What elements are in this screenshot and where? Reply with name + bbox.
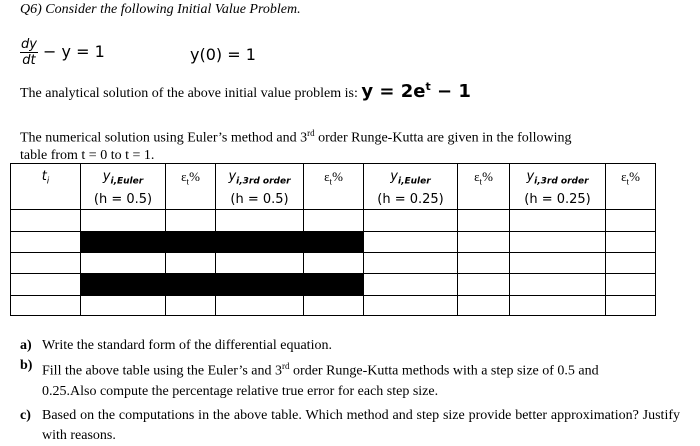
- table-cell: [11, 273, 81, 295]
- header-err-2-eps: ε: [324, 169, 330, 184]
- header-err-2: [304, 164, 364, 210]
- table-cell: [458, 252, 510, 273]
- derivative-numerator: dy: [21, 37, 37, 52]
- header-rk3-h05-label: [216, 164, 303, 209]
- table-cell: [81, 209, 166, 231]
- table-cell: [304, 252, 364, 273]
- header-rk3-h025-main: y: [526, 169, 535, 184]
- table-cell: [304, 295, 364, 315]
- table-intro-line-1: [20, 125, 572, 147]
- table-row-redacted: [11, 231, 656, 252]
- header-err-2-sub: t: [329, 176, 333, 187]
- header-rk3-h025-step: (h = 0.25): [524, 191, 591, 207]
- header-err-1-label: [166, 164, 215, 191]
- table-cell: [510, 295, 606, 315]
- header-err-2-pct: %: [332, 169, 343, 184]
- table-cell: [458, 209, 510, 231]
- table-cell: [364, 295, 458, 315]
- task-a-label: a): [20, 338, 32, 353]
- table-cell: [166, 295, 216, 315]
- table-intro-sup: rd: [307, 128, 315, 138]
- analytical-solution: [361, 81, 471, 102]
- header-euler-h05-sub: i,Euler: [110, 176, 144, 187]
- header-err-4-pct: %: [629, 169, 640, 184]
- analytical-text: The analytical solution of the above initial value problem is:: [20, 86, 362, 101]
- derivative-denominator: dt: [22, 53, 36, 68]
- table-cell: [510, 231, 606, 252]
- table-cell: [304, 209, 364, 231]
- task-list: [20, 336, 680, 446]
- redacted-cell: [304, 231, 364, 252]
- analytical-tail: − 1: [430, 81, 471, 102]
- table-intro-text-b: order Runge-Kutta are given in the following: [314, 130, 572, 146]
- table-cell: [11, 252, 81, 273]
- header-euler-h05-main: y: [102, 169, 111, 184]
- header-err-3: [458, 164, 510, 210]
- task-b-sup: rd: [282, 361, 290, 371]
- header-err-1-sub: t: [186, 176, 190, 187]
- table-cell: [216, 295, 304, 315]
- table-cell: [11, 231, 81, 252]
- header-err-1: [166, 164, 216, 210]
- table-cell: [510, 273, 606, 295]
- task-b-text-a: Fill the above table using the Euler’s and 3: [42, 363, 283, 379]
- ode-rest: − y = 1: [43, 42, 105, 61]
- header-err-3-label: [458, 164, 509, 191]
- table-intro-line-2: table from t = 0 to t = 1.: [20, 147, 155, 163]
- table-cell: [458, 273, 510, 295]
- table-cell: [11, 209, 81, 231]
- table-intro: [20, 125, 572, 164]
- header-rk3-h025-label: [510, 164, 605, 209]
- table-cell: [216, 252, 304, 273]
- question-heading: Q6) Consider the following Initial Value Problem.: [20, 2, 301, 17]
- task-a: [20, 336, 680, 356]
- header-err-3-pct: %: [482, 169, 493, 184]
- redacted-cell: [81, 273, 166, 295]
- table-cell: [166, 252, 216, 273]
- header-err-3-sub: t: [479, 176, 483, 187]
- ode-equation: [20, 37, 105, 68]
- derivative-fraction: [20, 37, 38, 68]
- header-rk3-h05-step: (h = 0.5): [230, 191, 289, 207]
- header-err-4-label: [606, 164, 655, 191]
- header-err-3-eps: ε: [474, 169, 480, 184]
- task-b-text-c: 0.25.Also compute the percentage relative true error for each step size.: [42, 383, 439, 399]
- table-header-row: [11, 164, 656, 210]
- header-ti-sub: i: [46, 176, 50, 187]
- task-c: [20, 406, 680, 446]
- analytical-sentence: [20, 80, 471, 102]
- header-err-4: [606, 164, 656, 210]
- table-cell: [510, 252, 606, 273]
- header-err-1-pct: %: [189, 169, 200, 184]
- header-err-1-eps: ε: [181, 169, 187, 184]
- table-cell: [364, 273, 458, 295]
- header-euler-h05-step: (h = 0.5): [93, 191, 153, 207]
- table-cell: [81, 295, 166, 315]
- table-cell: [216, 209, 304, 231]
- table-row: [11, 252, 656, 273]
- table-cell: [606, 231, 656, 252]
- header-ti: [11, 164, 81, 210]
- header-err-4-eps: ε: [621, 169, 627, 184]
- table-cell: [458, 295, 510, 315]
- header-err-2-label: [304, 164, 363, 191]
- header-rk3-h025: [510, 164, 606, 210]
- table-cell: [81, 252, 166, 273]
- header-rk3-h05: [216, 164, 304, 210]
- analytical-solution-base: y = 2e: [361, 81, 426, 102]
- table-cell: [364, 209, 458, 231]
- header-euler-h025-sub: i,Euler: [398, 176, 431, 187]
- table-intro-text-a: The numerical solution using Euler’s method and 3: [20, 130, 308, 146]
- table-row: [11, 295, 656, 315]
- header-err-4-sub: t: [626, 176, 630, 187]
- redacted-cell: [216, 273, 304, 295]
- table-cell: [166, 209, 216, 231]
- analytical-exponent: t: [425, 80, 431, 93]
- results-table: [10, 163, 656, 316]
- table-cell: [606, 273, 656, 295]
- table-cell: [510, 209, 606, 231]
- table-cell: [606, 295, 656, 315]
- header-rk3-h05-main: y: [228, 169, 237, 184]
- redacted-cell: [81, 231, 166, 252]
- table-cell: [364, 231, 458, 252]
- redacted-cell: [166, 231, 216, 252]
- header-euler-h025-main: y: [390, 169, 398, 184]
- header-euler-h05-label: [81, 164, 165, 209]
- table-cell: [606, 209, 656, 231]
- redacted-cell: [304, 273, 364, 295]
- table-cell: [606, 252, 656, 273]
- table-row-redacted: [11, 273, 656, 295]
- header-euler-h025: [364, 164, 458, 210]
- header-euler-h05: [81, 164, 166, 210]
- initial-condition: y(0) = 1: [190, 45, 256, 64]
- task-b: [20, 356, 680, 402]
- redacted-cell: [216, 231, 304, 252]
- header-ti-label: [11, 164, 80, 191]
- table-cell: [364, 252, 458, 273]
- task-c-text: Based on the computations in the above table. Which method and step size provide better approximation? Justify with reasons.: [42, 407, 680, 443]
- task-b-label: b): [20, 358, 33, 373]
- task-b-text-b: order Runge-Kutta methods with a step size of 0.5 and: [289, 363, 599, 379]
- header-euler-h025-label: [364, 164, 457, 209]
- header-euler-h025-step: (h = 0.25): [377, 191, 444, 207]
- table-cell: [11, 295, 81, 315]
- header-rk3-h05-sub: i,3rd order: [236, 176, 291, 187]
- table-cell: [458, 231, 510, 252]
- header-ti-main: t: [41, 169, 47, 184]
- header-rk3-h025-sub: i,3rd order: [534, 176, 589, 187]
- redacted-cell: [166, 273, 216, 295]
- task-a-text: Write the standard form of the differential equation.: [42, 338, 332, 353]
- task-c-label: c): [20, 407, 31, 423]
- table-row: [11, 209, 656, 231]
